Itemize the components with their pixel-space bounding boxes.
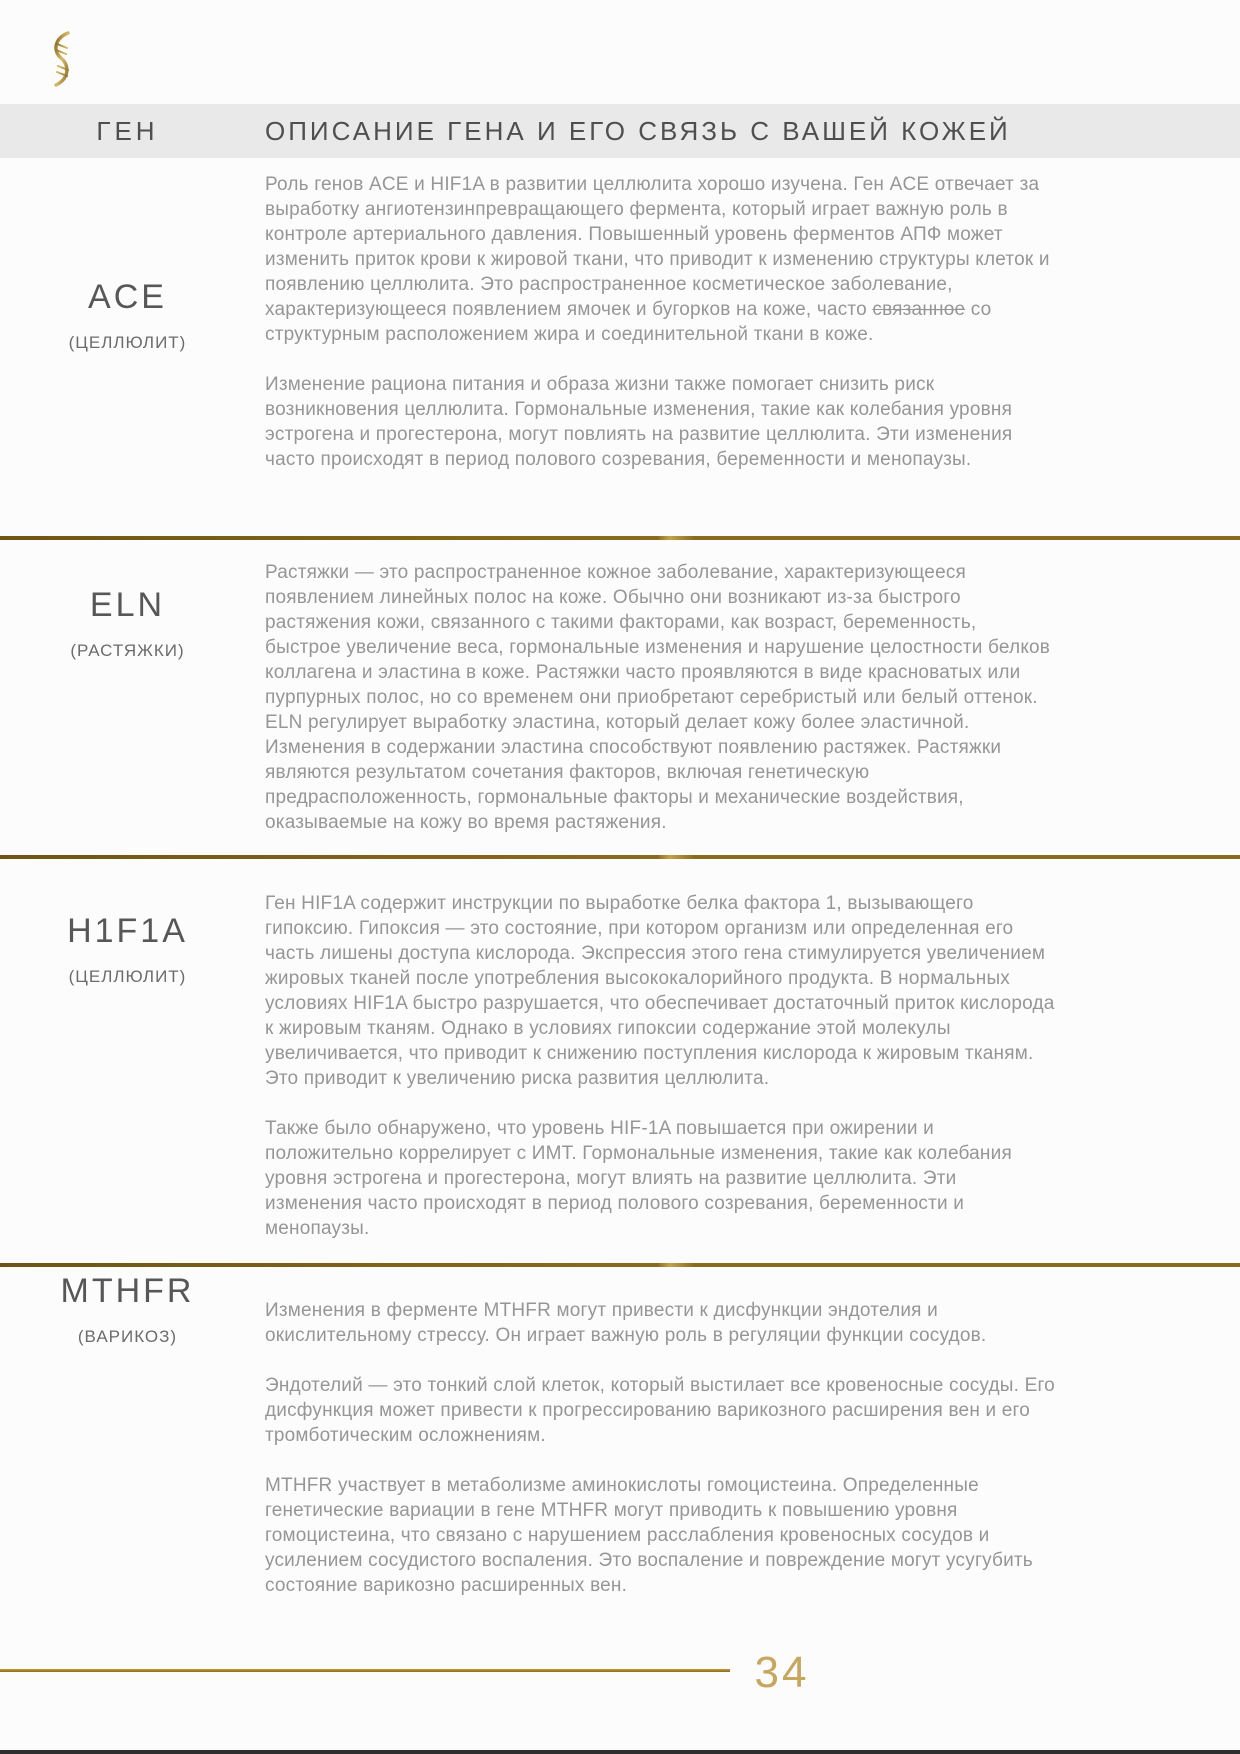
page-number: 34: [754, 1648, 810, 1697]
page-bottom-border: [0, 1750, 1240, 1754]
gene-name: ELN: [89, 586, 166, 624]
description-paragraph: Изменение рациона питания и образа жизни также помогает снизить риск возникновения целлюлита. Гормональные изменения, такие как колебания уровня эстрогена и прогестерона, могут повлиять на развитие целлюлита. Эти изменения часто происходят в период полового созревания, беременности и менопаузы.: [265, 374, 1013, 470]
gene-description-ace: [265, 172, 1057, 472]
column-header-description: ОПИСАНИЕ ГЕНА И ЕГО СВЯЗЬ С ВАШЕЙ КОЖЕЙ: [265, 115, 1011, 146]
paragraph-text: Роль генов ACE и HIF1A в развитии целлюлита хорошо изучена. Ген ACE отвечает за выработку ангиотензинпревращающего фермента, который играет важную роль в контроле артериального давления. Повышенный уровень ферментов АПФ может изменить приток крови к жировой ткани, что приводит к изменению структуры клеток и появлению целлюлита. Это распространенное косметическое заболевание, характеризующееся появлением ямочек и бугорков на коже, часто: [265, 174, 1050, 320]
section-divider: [0, 855, 1240, 859]
description-paragraph: Ген HIF1A содержит инструкции по выработке белка фактора 1, вызывающего гипоксию. Гипоксия — это состояние, при котором организм или определенная его часть лишены доступа кислорода. Экспрессия этого гена стимулируется увеличением жировых тканей после употребления высококалорийного продукта. В нормальных условиях HIF1A быстро разрушается, что обеспечивает достаточный приток кислорода к жировым тканям. Однако в условиях гипоксии содержание этой молекулы увеличивается, что приводит к снижению поступления кислорода к жировым тканям. Это приводит к увеличению риска развития целлюлита.: [265, 893, 1055, 1089]
gene-description-eln: [265, 560, 1057, 835]
description-paragraph: Также было обнаружено, что уровень HIF-1A повышается при ожирении и положительно коррелирует с ИМТ. Гормональные изменения, такие как колебания уровня эстрогена и прогестерона, могут влиять на развитие целлюлита. Эти изменения часто происходят в период полового созревания, беременности и менопаузы.: [265, 1118, 1012, 1239]
gene-label-ace: [0, 278, 255, 353]
strikethrough-text: связанное: [872, 299, 966, 320]
column-header-gene: ГЕН: [96, 115, 159, 146]
gene-trait: (ЦЕЛЛЮЛИТ): [68, 967, 187, 986]
description-paragraph: Растяжки — это распространенное кожное заболевание, характеризующееся появлением линейных полос на коже. Обычно они возникают из-за быстрого растяжения кожи, связанного с такими факторами, как возраст, беременность, быстрое увеличение веса, гормональные изменения и нарушение целостности белков коллагена и эластина в коже. Растяжки часто проявляются в виде красноватых или пурпурных полос, но со временем они приобретают серебристый или белый оттенок. ELN регулирует выработку эластина, который делает кожу более эластичной. Изменения в содержании эластина способствуют появлению растяжек. Растяжки являются результатом сочетания факторов, включая генетическую предрасположенность, гормональные факторы и механические воздействия, оказываемые на кожу во время растяжения.: [265, 562, 1051, 833]
section-divider: [0, 1263, 1240, 1267]
gene-trait: (РАСТЯЖКИ): [70, 641, 185, 660]
gene-trait: (ЦЕЛЛЮЛИТ): [68, 333, 187, 352]
footer-rule: [0, 1669, 730, 1672]
paragraph-text: со структурным расположением жира и соединительной ткани в коже.: [265, 299, 992, 345]
gene-description-mthfr: [265, 1298, 1057, 1598]
description-paragraph: [265, 172, 1057, 347]
gene-label-h1f1a: [0, 912, 255, 987]
table-header: [0, 104, 1240, 158]
description-paragraph: MTHFR участвует в метаболизме аминокислоты гомоцистеина. Определенные генетические вариации в гене MTHFR могут приводить к повышению уровня гомоцистеина, что связано с нарушением расслабления кровеносных сосудов и усилением сосудистого воспаления. Это воспаление и повреждение могут усугубить состояние варикозно расширенных вен.: [265, 1475, 1033, 1596]
section-divider: [0, 536, 1240, 540]
description-paragraph: Изменения в ферменте MTHFR могут привести к дисфункции эндотелия и окислительному стрессу. Он играет важную роль в регуляции функции сосудов.: [265, 1300, 987, 1346]
gene-name: MTHFR: [60, 1272, 195, 1310]
description-paragraph: Эндотелий — это тонкий слой клеток, который выстилает все кровеносные сосуды. Его дисфункция может привести к прогрессированию варикозного расширения вен и его тромботическим осложнениям.: [265, 1375, 1055, 1446]
gene-label-eln: [0, 586, 255, 661]
gene-name: ACE: [88, 278, 167, 316]
dna-helix-icon: [47, 30, 77, 88]
gene-trait: (ВАРИКОЗ): [77, 1327, 178, 1346]
gene-description-h1f1a: [265, 891, 1057, 1241]
gene-label-mthfr: [0, 1272, 255, 1347]
gene-name: H1F1A: [67, 912, 188, 950]
